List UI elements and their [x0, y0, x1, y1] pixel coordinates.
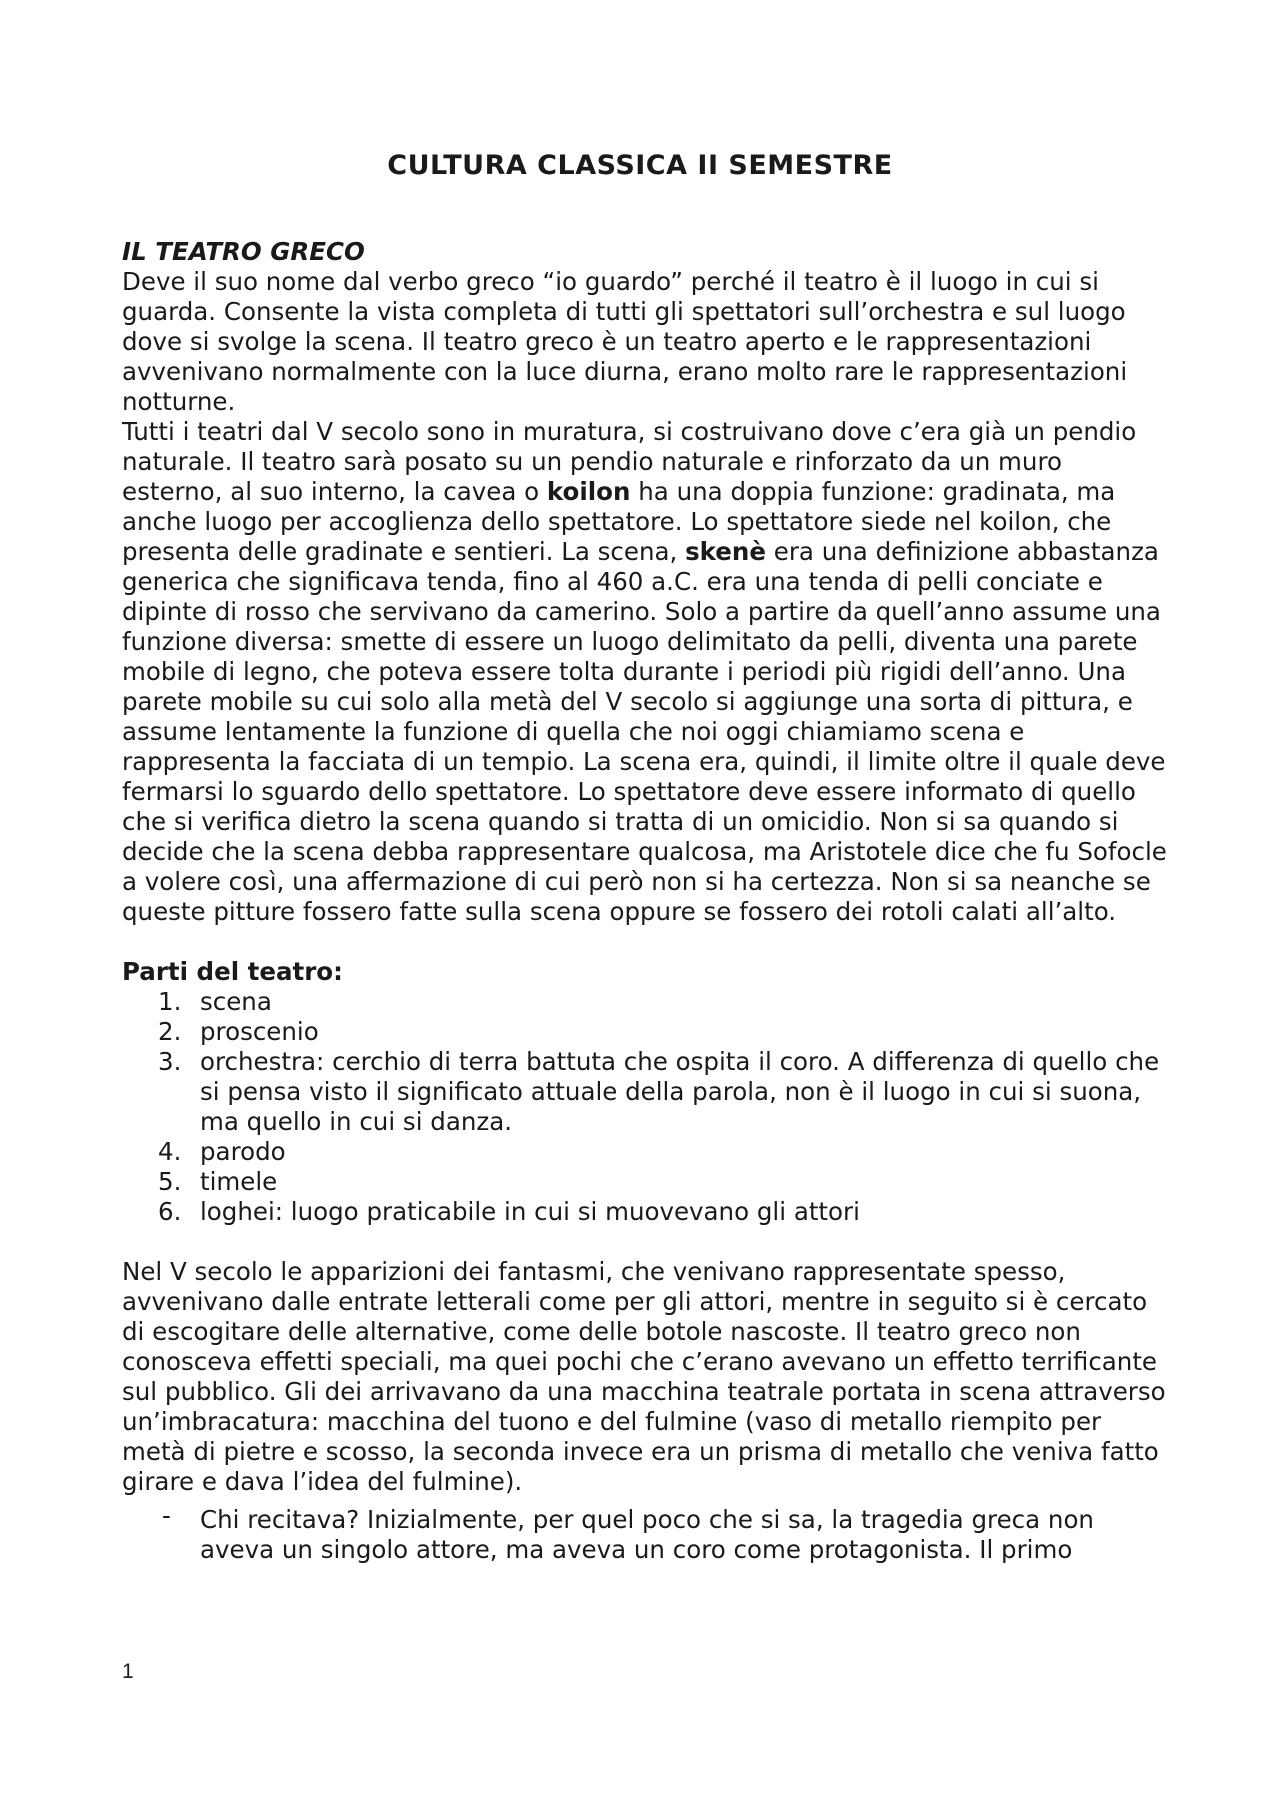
- document-body: [122, 237, 1168, 1565]
- list-item-text: loghei: luogo praticabile in cui si muovevano gli attori: [200, 1197, 860, 1226]
- dash-bullet-icon: -: [162, 1501, 171, 1530]
- document-title: CULTURA CLASSICA II SEMESTRE: [387, 150, 893, 181]
- parts-heading: Parti del teatro:: [122, 957, 343, 986]
- list-item-text: scena: [200, 987, 272, 1016]
- paragraph-text: era una definizione abbastanza generica che significava tenda, fino al 460 a.C. era una tenda di pelli conciate e dipinte di rosso che servivano da camerino. Solo a partire da quell’anno assume una funzione diversa: smette di essere un luogo delimitato da pelli, diventa una parete mobile di legno, che poteva essere tolta durante i periodi più rigidi dell’anno. Una parete mobile su cui solo alla metà del V secolo si aggiunge una sorta di pittura, e assume lentamente la funzione di quella che noi oggi chiamiamo scena e rappresenta la facciata di un tempio. La scena era, quindi, il limite oltre il quale deve fermarsi lo sguardo dello spettatore. Lo spettatore deve essere informato di quello che si verifica dietro la scena quando si tratta di un omicidio. Non si sa quando si decide che la scena debba rappresentare qualcosa, ma Aristotele dice che fu Sofocle a volere così, una affermazione di cui però non si ha certezza. Non si sa neanche se queste pitture fossero fatte sulla scena oppure se fossero dei rotoli calati all’alto.: [122, 537, 1167, 926]
- list-item: [122, 987, 1168, 1017]
- paragraph-special-effects: Nel V secolo le apparizioni dei fantasmi, che venivano rappresentate spesso, avvenivano dalle entrate letterali come per gli attori, mentre in seguito si è cercato di escogitare delle alternative, come delle botole nascoste. Il teatro greco non conosceva effetti speciali, ma quei pochi che c’erano avevano un effetto terrificante sul pubblico. Gli dei arrivavano da una macchina teatrale portata in scena attraverso un’imbracatura: macchina del tuono e del fulmine (vaso di metallo riempito per metà di pietre e scosso, la seconda invece era un prisma di metallo che veniva fatto girare e dava l’idea del fulmine).: [122, 1257, 1166, 1496]
- page-number: 1: [122, 1660, 134, 1683]
- list-item: [122, 1501, 1168, 1565]
- list-number: 2.: [158, 1017, 182, 1046]
- list-item-text: orchestra: cerchio di terra battuta che ospita il coro. A differenza di quello che si pensa visto il significato attuale della parola, non è il luogo in cui si suona, ma quello in cui si danza.: [200, 1047, 1160, 1136]
- term-koilon: koilon: [546, 477, 631, 506]
- list-item-text: parodo: [200, 1137, 286, 1166]
- paragraph-text: ha una doppia funzione: gradinata, ma anche luogo per accoglienza dello spettatore. Lo spettatore siede nel koilon, che presenta delle gradinate e sentieri. La scena,: [122, 477, 1116, 566]
- list-item: [122, 1197, 1168, 1227]
- list-item-text: timele: [200, 1167, 278, 1196]
- paragraph-theatre-structure: [122, 417, 1168, 927]
- paragraph-intro: Deve il suo nome dal verbo greco “io guardo” perché il teatro è il luogo in cui si guarda. Consente la vista completa di tutti gli spettatori sull’orchestra e sul luogo dove si svolge la scena. Il teatro greco è un teatro aperto e le rappresentazioni avvenivano normalmente con la luce diurna, erano molto rare le rappresentazioni notturne.: [122, 267, 1128, 416]
- list-item: [122, 1017, 1168, 1047]
- bullet-list: [122, 1501, 1168, 1565]
- list-number: 1.: [158, 987, 182, 1016]
- paragraph-text: Tutti i teatri dal V secolo sono in muratura, si costruivano dove c’era già un pendio naturale. Il teatro sarà posato su un pendio naturale e rinforzato da un muro esterno, al suo interno, la cavea o: [122, 417, 1137, 506]
- list-item: [122, 1047, 1168, 1137]
- list-number: 5.: [158, 1167, 182, 1196]
- spacer: [122, 927, 1168, 957]
- list-item: [122, 1137, 1168, 1167]
- list-item-text: Chi recitava? Inizialmente, per quel poco che si sa, la tragedia greca non aveva un singolo attore, ma aveva un coro come protagonista. Il primo: [200, 1505, 1094, 1564]
- list-number: 3.: [158, 1047, 182, 1076]
- section-heading: IL TEATRO GRECO: [122, 237, 365, 266]
- list-item-text: proscenio: [200, 1017, 319, 1046]
- list-item: [122, 1167, 1168, 1197]
- spacer: [122, 1227, 1168, 1257]
- list-number: 6.: [158, 1197, 182, 1226]
- parts-list: [122, 987, 1168, 1227]
- list-number: 4.: [158, 1137, 182, 1166]
- term-skene: skenè: [685, 537, 766, 566]
